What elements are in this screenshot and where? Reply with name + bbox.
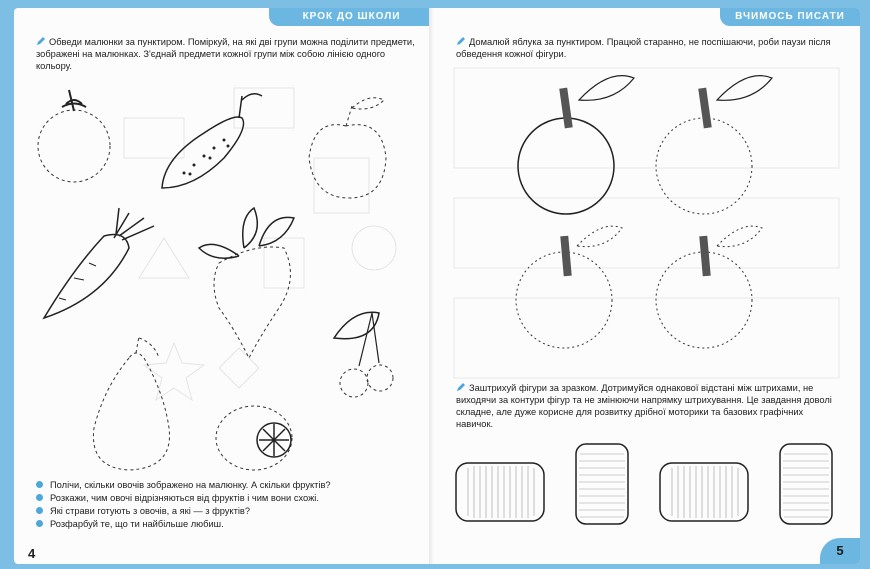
pencil-icon: [456, 382, 466, 392]
hatch-shape-wide-1: [456, 463, 544, 521]
right-task2-instruction: Заштрихуй фігури за зразком. Дотримуйся однакової відстані між штрихами, не виходячи за контури фігур та не змінюючи напрямку штрихування. Це завдання доволі складне, але дуже корисне для розвитку дрібної моторики та базових графічних навичок.: [456, 383, 832, 429]
apples-exercise: [434, 8, 860, 564]
right-page: [434, 8, 860, 564]
bullet-icon: [36, 507, 43, 514]
page-number-left: 4: [28, 546, 36, 561]
left-header: КРОК ДО ШКОЛИ: [269, 8, 434, 26]
apple-dashed-icon: [516, 226, 622, 348]
apple-dashed-icon: [656, 76, 772, 214]
bullet-icon: [36, 494, 43, 501]
apple-solid-icon: [518, 76, 634, 214]
question-item: Розкажи, чим овочі відрізняються від фруктів і чим вони схожі.: [36, 492, 319, 504]
tomato-icon: [38, 90, 110, 182]
bullet-icon: [36, 520, 43, 527]
carrot-icon: [44, 208, 154, 318]
right-task1-instruction: Домалюй яблука за пунктиром. Працюй старанно, не поспішаючи, роби паузи після обведення кожної фігури.: [456, 37, 831, 59]
question-item: Які страви готують з овочів, а які — з фруктів?: [36, 505, 250, 517]
right-header: ВЧИМОСЬ ПИСАТИ: [434, 8, 860, 26]
left-task-instruction: Обведи малюнки за пунктиром. Поміркуй, на які дві групи можна поділити предмети, зображені на малюнках. З'єднай предмети кожної групи між собою лінією одного кольору.: [36, 37, 415, 71]
apple-dashed-icon: [656, 226, 762, 348]
page-number-right: 5: [820, 538, 860, 564]
question-item: Розфарбуй те, що ти найбільше любиш.: [36, 518, 224, 530]
bullet-icon: [36, 481, 43, 488]
hatch-shape-tall-1: [576, 444, 628, 524]
cucumber-icon: [162, 94, 262, 188]
question-item: Полічи, скільки овочів зображено на малюнку. А скільки фруктів?: [36, 479, 331, 491]
apple-icon: [309, 98, 386, 198]
hatch-shape-tall-2: [780, 444, 832, 524]
left-page: [14, 8, 434, 564]
lemon-icon: [216, 406, 292, 470]
pear-icon: [93, 336, 169, 470]
cherries-icon: [334, 312, 393, 397]
hatch-shape-wide-2: [660, 463, 748, 521]
beet-icon: [199, 208, 294, 358]
